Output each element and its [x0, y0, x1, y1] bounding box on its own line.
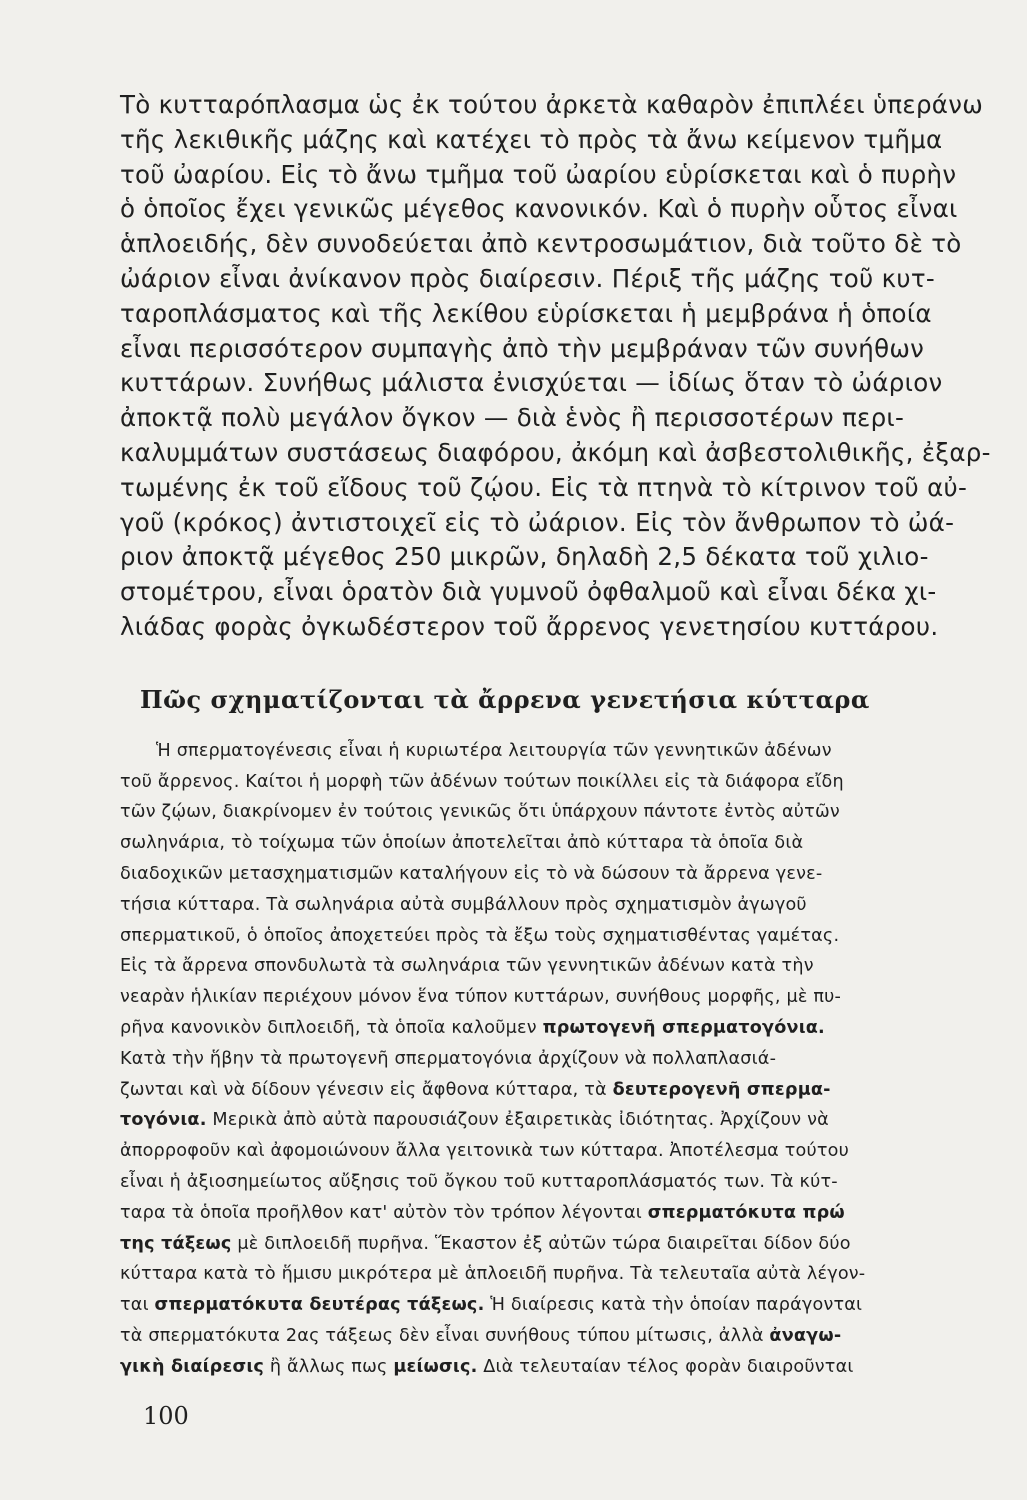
text-line — [120, 859, 990, 890]
text-line — [120, 921, 990, 952]
bold-term: σπερματόκυτα πρώ — [647, 1202, 845, 1223]
text-line: τοῦ ὠαρίου. Εἰς τὸ ἄνω τμῆμα τοῦ ὠαρίου εὑρίσκεται καὶ ὁ πυρὴν — [120, 159, 957, 189]
text-line: ὁ ὁποῖος ἔχει γενικῶς μέγεθος κανονικόν. Καὶ ὁ πυρὴν οὗτος εἶναι — [120, 194, 958, 224]
text-line: ἁπλοειδής, δὲν συνοδεύεται ἀπὸ κεντροσωμάτιον, διὰ τοῦτο δὲ τὸ — [120, 229, 962, 259]
text-line — [120, 890, 990, 921]
text-segment: ρῆνα κανονικὸν διπλοειδῆ, τὰ ὁποῖα καλοῦμεν — [120, 1017, 543, 1038]
text-line — [120, 1105, 990, 1136]
text-segment: νεαρὰν ἡλικίαν περιέχουν μόνον ἕνα τύπον κυττάρων, συνήθους μορφῆς, μὲ πυ- — [120, 987, 842, 1008]
text-line — [120, 1229, 990, 1260]
text-line: Τὸ κυτταρόπλασμα ὡς ἐκ τούτου ἀρκετὰ καθαρὸν ἐπιπλέει ὑπεράνω — [120, 90, 984, 119]
text-line — [120, 1044, 990, 1075]
text-line: στομέτρου, εἶναι ὁρατὸν διὰ γυμνοῦ ὀφθαλμοῦ καὶ εἶναι δέκα χι- — [120, 577, 937, 607]
text-line: εἶναι περισσότερον συμπαγὴς ἀπὸ τὴν μεμβράναν τῶν συνήθων — [120, 333, 925, 363]
text-line: ἀποκτᾷ πολὺ μεγάλον ὄγκον — διὰ ἑνὸς ἢ περισσοτέρων περι- — [120, 403, 905, 433]
section-heading: Πῶς σχηματίζονται τὰ ἄρρενα γενετήσια κύτταρα — [140, 684, 870, 714]
text-line — [120, 1167, 990, 1198]
text-segment: τοῦ ἄρρενος. Καίτοι ἡ μορφὴ τῶν ἀδένων τούτων ποικίλλει εἰς τὰ διάφορα εἴδη — [120, 771, 844, 792]
text-line — [120, 1013, 990, 1044]
text-segment: ἀπορροφοῦν καὶ ἀφομοιώνουν ἄλλα γειτονικὰ των κύτταρα. Ἀποτέλεσμα τούτου — [120, 1141, 849, 1162]
bold-term: πρωτογενῆ σπερματογόνια. — [542, 1017, 825, 1038]
text-line — [120, 982, 990, 1013]
text-line: ταροπλάσματος καὶ τῆς λεκίθου εὑρίσκεται ἡ μεμβράνα ἡ ὁποία — [120, 298, 932, 328]
bold-term: γικὴ διαίρεσις — [120, 1356, 265, 1377]
text-line: τωμένης ἐκ τοῦ εἴδους τοῦ ζῴου. Εἰς τὰ πτηνὰ τὸ κίτρινον τοῦ αὐ- — [120, 472, 968, 502]
text-segment: ἢ ἄλλως πως — [264, 1356, 394, 1377]
text-segment: σωληνάρια, τὸ τοίχωμα τῶν ὁποίων ἀποτελεῖται ἀπὸ κύτταρα τὰ ὁποῖα διὰ — [120, 833, 804, 854]
text-segment: κύτταρα κατὰ τὸ ἥμισυ μικρότερα μὲ ἁπλοειδῆ πυρῆνα. Τὰ τελευταῖα αὐτὰ λέγον- — [120, 1264, 866, 1285]
text-line — [120, 797, 990, 828]
text-line — [120, 1136, 990, 1167]
text-segment: ζωνται καὶ νὰ δίδουν γένεσιν εἰς ἄφθονα κύτταρα, τὰ — [120, 1079, 613, 1100]
paragraph-oocyte — [120, 88, 990, 645]
text-line: λιάδας φορὰς ὀγκωδέστερον τοῦ ἄρρενος γενετησίου κυττάρου. — [120, 611, 939, 641]
bold-term: σπερματόκυτα δευτέρας τάξεως. — [154, 1295, 485, 1316]
text-line — [120, 736, 990, 767]
text-line: γοῦ (κρόκος) ἀντιστοιχεῖ εἰς τὸ ὠάριον. Εἰς τὸν ἄνθρωπον τὸ ὠά- — [120, 507, 955, 537]
text-segment: ταρα τὰ ὁποῖα προῆλθον κατ' αὐτὸν τὸν τρόπον λέγονται — [120, 1202, 648, 1223]
text-segment: Ἡ διαίρεσις κατὰ τὴν ὁποίαν παράγονται — [484, 1295, 863, 1316]
bold-term: μείωσις. — [393, 1356, 478, 1377]
text-line — [120, 1075, 990, 1106]
text-line — [120, 1290, 990, 1321]
text-segment: Μερικὰ ἀπὸ αὐτὰ παρουσιάζουν ἐξαιρετικὰς ἰδιότητας. Ἀρχίζουν νὰ — [206, 1110, 829, 1131]
page-content — [120, 88, 990, 1382]
text-segment: τήσια κύτταρα. Τὰ σωληνάρια αὐτὰ συμβάλλουν πρὸς σχηματισμὸν ἀγωγοῦ — [120, 894, 807, 915]
text-segment: τῶν ζῴων, διακρίνομεν ἐν τούτοις γενικῶς ὅτι ὑπάρχουν πάντοτε ἐντὸς αὐτῶν — [120, 802, 840, 823]
bold-term: τογόνια. — [120, 1110, 207, 1131]
page-number: 100 — [143, 1402, 189, 1430]
text-line — [120, 767, 990, 798]
text-line: καλυμμάτων συστάσεως διαφόρου, ἀκόμη καὶ ἀσβεστολιθικῆς, ἐξαρ- — [120, 437, 991, 467]
text-segment: διαδοχικῶν μετασχηματισμῶν καταλήγουν εἰς τὸ νὰ δώσουν τὰ ἄρρενα γενε- — [120, 863, 823, 884]
text-line — [120, 1321, 990, 1352]
text-line: ριον ἀποκτᾷ μέγεθος 250 μικρῶν, δηλαδὴ 2,5 δέκατα τοῦ χιλιο- — [120, 542, 929, 572]
text-segment: Διὰ τελευταίαν τέλος φορὰν διαιροῦνται — [477, 1356, 854, 1377]
text-segment: μὲ διπλοειδῆ πυρῆνα. Ἕκαστον ἐξ αὐτῶν τώρα διαιρεῖται δίδον δύο — [231, 1233, 851, 1254]
text-segment: ται — [120, 1295, 155, 1316]
text-segment: Ἡ σπερματογένεσις εἶναι ἡ κυριωτέρα λειτουργία τῶν γεννητικῶν ἀδένων — [156, 740, 832, 761]
text-segment: εἶναι ἡ ἀξιοσημείωτος αὔξησις τοῦ ὄγκου τοῦ κυτταροπλάσματός των. Τὰ κύτ- — [120, 1171, 838, 1192]
text-line — [120, 1198, 990, 1229]
text-segment: σπερματικοῦ, ὁ ὁποῖος ἀποχετεύει πρὸς τὰ ἔξω τοὺς σχηματισθέντας γαμέτας. — [120, 925, 840, 946]
text-segment: τὰ σπερματόκυτα 2ας τάξεως δὲν εἶναι συνήθους τύπου μίτωσις, ἀλλὰ — [120, 1325, 770, 1346]
text-line — [120, 1352, 990, 1383]
text-line — [120, 951, 990, 982]
text-line: τῆς λεκιθικῆς μάζης καὶ κατέχει τὸ πρὸς τὰ ἄνω κείμενον τμῆμα — [120, 124, 943, 154]
text-line — [120, 1259, 990, 1290]
paragraph-spermatogenesis — [120, 736, 990, 1383]
text-segment: Κατὰ τὴν ἥβην τὰ πρωτογενῆ σπερματογόνια ἀρχίζουν νὰ πολλαπλασιά- — [120, 1048, 777, 1069]
text-line — [120, 828, 990, 859]
bold-term: δευτερογενῆ σπερμα- — [612, 1079, 831, 1100]
text-segment: Εἰς τὰ ἄρρενα σπονδυλωτὰ τὰ σωληνάρια τῶν γεννητικῶν ἀδένων κατὰ τὴν — [120, 956, 814, 977]
bold-term: ἀναγω- — [769, 1325, 842, 1346]
text-line: κυττάρων. Συνήθως μάλιστα ἐνισχύεται — ἰδίως ὅταν τὸ ὠάριον — [120, 368, 943, 398]
text-line: ὠάριον εἶναι ἀνίκανον πρὸς διαίρεσιν. Πέριξ τῆς μάζης τοῦ κυτ- — [120, 263, 936, 293]
bold-term: της τάξεως — [120, 1233, 232, 1254]
